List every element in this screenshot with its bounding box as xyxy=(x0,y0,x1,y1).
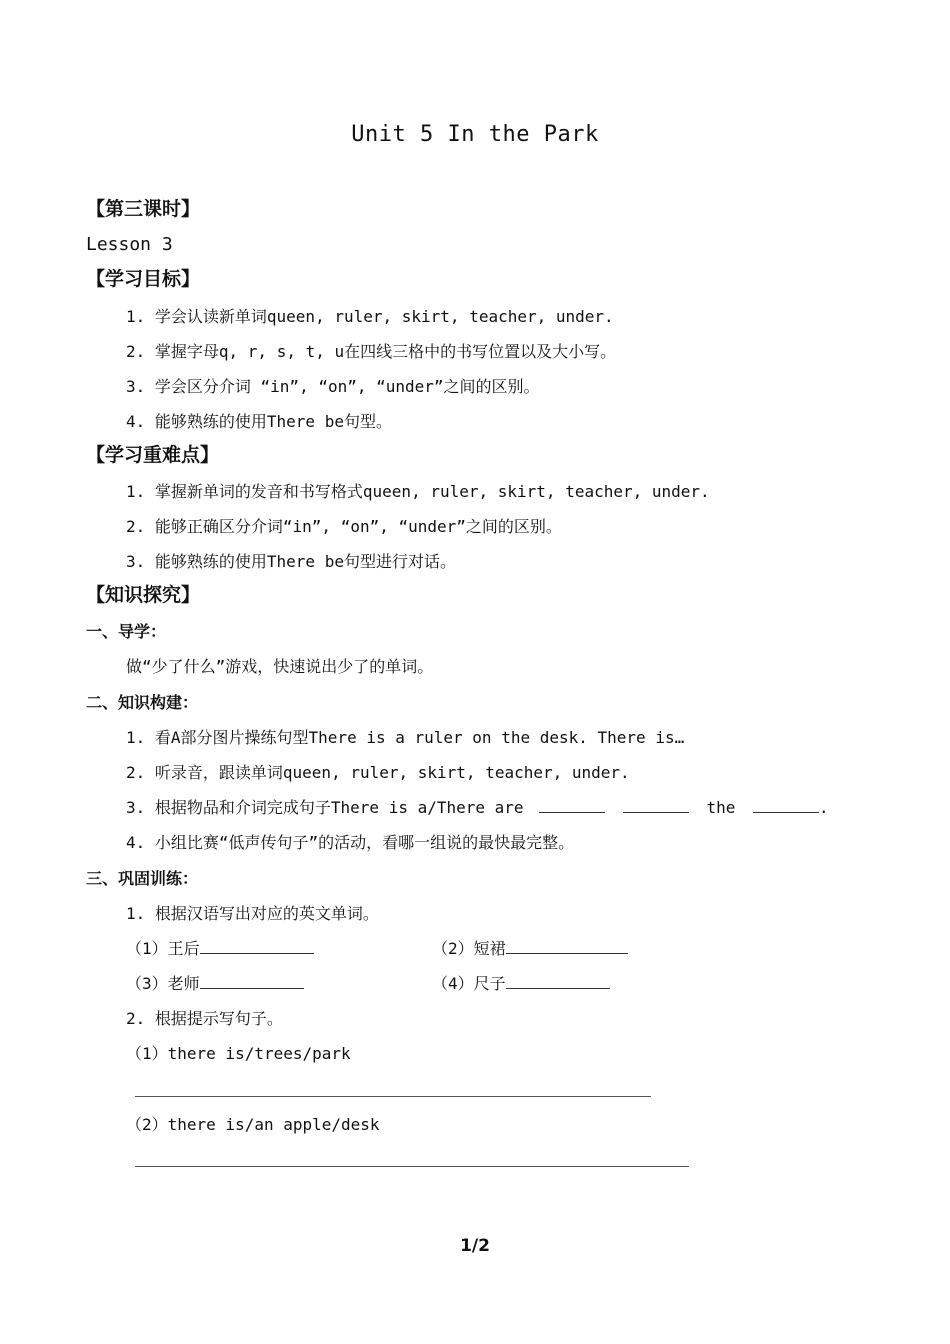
page-title: Unit 5 In the Park xyxy=(351,122,599,147)
part-title-build: 二、知识构建： xyxy=(86,693,199,712)
goal-item-2: 2. 掌握字母q, r, s, t, u在四线三格中的书写位置以及大小写。 xyxy=(126,342,617,361)
answer-blank[interactable] xyxy=(506,937,628,954)
practice-q2-b: （2）there is/an apple/desk xyxy=(126,1115,380,1134)
section-heading-lesson-period: 【第三课时】 xyxy=(86,198,201,220)
practice-q2: 2. 根据提示写句子。 xyxy=(126,1009,283,1028)
build-item-3-prefix: 3. 根据物品和介词完成句子There is a/There are xyxy=(126,798,524,817)
page-number: 1/2 xyxy=(460,1236,490,1256)
answer-blank[interactable] xyxy=(200,937,314,954)
answer-blank[interactable] xyxy=(200,972,304,989)
build-item-2: 2. 听录音，跟读单词queen, ruler, skirt, teacher, under. xyxy=(126,763,630,782)
practice-q1-b-label: （2）短裙 xyxy=(432,939,506,958)
part-title-guide: 一、导学： xyxy=(86,622,167,641)
section-heading-keypoints: 【学习重难点】 xyxy=(86,444,220,466)
practice-q1-c-label: （3）老师 xyxy=(126,974,200,993)
practice-q1-d xyxy=(432,972,610,996)
practice-q1-b xyxy=(432,937,628,961)
practice-q1-c xyxy=(126,972,304,996)
answer-blank[interactable] xyxy=(539,796,605,813)
build-item-3-the: the xyxy=(706,798,736,817)
guide-text: 做“少了什么”游戏，快速说出少了的单词。 xyxy=(126,657,434,676)
answer-blank[interactable] xyxy=(623,796,689,813)
section-heading-goals: 【学习目标】 xyxy=(86,268,201,290)
answer-blank[interactable] xyxy=(753,796,819,813)
answer-blank[interactable] xyxy=(506,972,610,989)
goal-item-3: 3. 学会区分介词 “in”, “on”, “under”之间的区别。 xyxy=(126,377,540,396)
keypoint-item-3: 3. 能够熟练的使用There be句型进行对话。 xyxy=(126,552,456,571)
lesson-label: Lesson 3 xyxy=(86,234,173,255)
practice-q2-a: （1）there is/trees/park xyxy=(126,1044,351,1063)
build-item-3-end: . xyxy=(819,798,829,817)
build-item-1: 1. 看A部分图片操练句型There is a ruler on the desk. There is… xyxy=(126,728,685,747)
keypoint-item-1: 1. 掌握新单词的发音和书写格式queen, ruler, skirt, teacher, under. xyxy=(126,482,710,501)
practice-q1-a-label: （1）王后 xyxy=(126,939,200,958)
keypoint-item-2: 2. 能够正确区分介词“in”, “on”, “under”之间的区别。 xyxy=(126,517,562,536)
section-heading-explore: 【知识探究】 xyxy=(86,584,201,606)
part-title-practice: 三、巩固训练： xyxy=(86,869,199,888)
answer-line[interactable] xyxy=(135,1166,689,1167)
answer-line[interactable] xyxy=(135,1096,651,1097)
practice-q1-a xyxy=(126,937,314,961)
build-item-4: 4. 小组比赛“低声传句子”的活动，看哪一组说的最快最完整。 xyxy=(126,833,575,852)
goal-item-1: 1. 学会认读新单词queen, ruler, skirt, teacher, under. xyxy=(126,307,614,326)
practice-q1: 1. 根据汉语写出对应的英文单词。 xyxy=(126,904,379,923)
build-item-3 xyxy=(126,796,829,820)
practice-q1-d-label: （4）尺子 xyxy=(432,974,506,993)
goal-item-4: 4. 能够熟练的使用There be句型。 xyxy=(126,412,392,431)
